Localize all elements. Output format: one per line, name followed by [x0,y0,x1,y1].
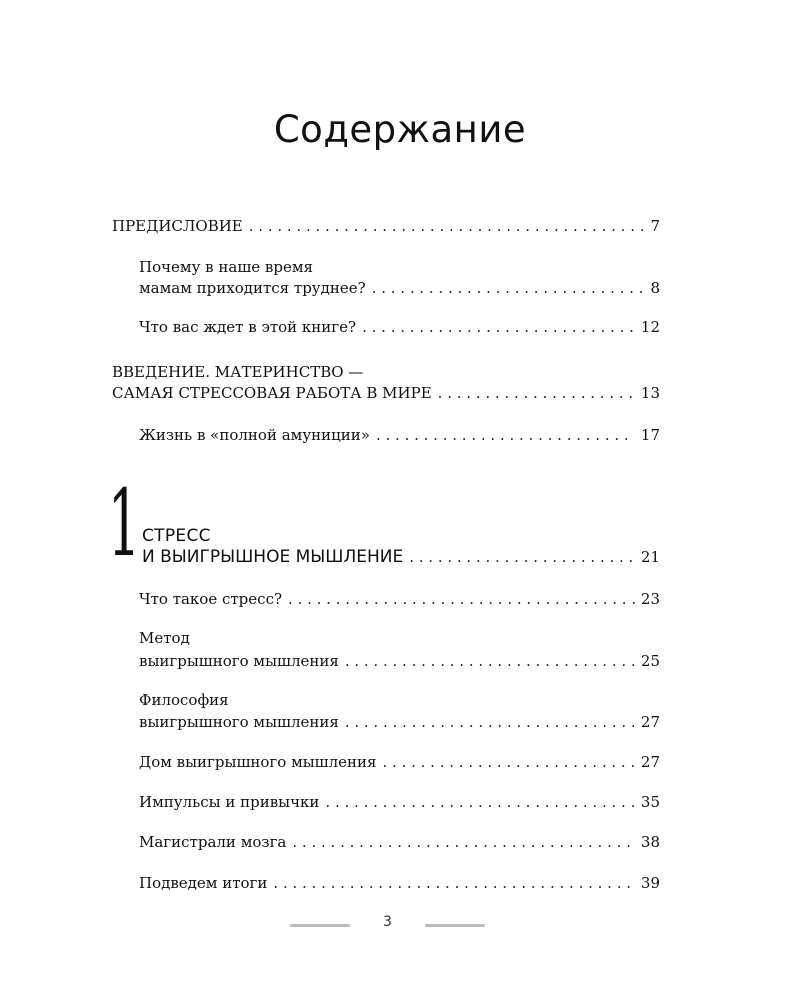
toc-entry-chapter-item [139,833,660,851]
chapter-title-line: И ВЫИГРЫШНОЕ МЫШЛЕНИЕ [142,547,404,567]
toc-page-number: 13 [640,384,660,402]
dot-leader [372,279,645,297]
toc-entry-label: выигрышного мышления [139,713,339,731]
toc-entry-line: Метод [139,629,190,647]
toc-entry-chapter-item [139,590,660,608]
toc-page-number: 27 [640,753,660,771]
toc-entry-chapter-item [139,652,660,670]
toc-page-number: 21 [640,548,660,566]
toc-page-number: 17 [640,426,660,444]
dot-leader [325,793,634,811]
toc-entry-label: Что вас ждет в этой книге? [139,318,357,336]
toc-entry-line: Почему в наше время [139,258,313,276]
dot-leader [383,753,635,771]
dot-leader [438,384,635,402]
dot-leader [345,713,635,731]
toc-entry-why-harder [139,279,660,297]
toc-entry-chapter-item [139,874,660,892]
toc-page-number: 8 [650,279,660,297]
toc-entry-label: Магистрали мозга [139,833,287,851]
toc-entry-label: выигрышного мышления [139,652,339,670]
toc-entry-label: Что такое стресс? [139,590,283,608]
toc-entry-chapter-1 [142,547,660,567]
toc-entry-chapter-item [139,713,660,731]
toc-entry-label: Жизнь в «полной амуниции» [139,426,370,444]
toc-entry-preface [112,217,660,235]
toc-entry-label: мамам приходится труднее? [139,279,366,297]
page-footer [0,914,800,938]
toc-entry-line: Философия [139,691,229,709]
toc-entry-label: Подведем итоги [139,874,268,892]
toc-entry-full-gear [139,426,660,444]
footer-ornament [425,924,485,927]
toc-entry-chapter-item [139,753,660,771]
chapter-number: 1 [108,470,141,577]
toc-page-number: 38 [640,833,660,851]
toc-entry-label: Дом выигрышного мышления [139,753,377,771]
toc-entry-line: ВВЕДЕНИЕ. МАТЕРИНСТВО — [112,363,364,381]
toc-page-number: 39 [640,874,660,892]
toc-page-number: 12 [640,318,660,336]
chapter-title-line: СТРЕСС [142,526,211,546]
dot-leader [273,874,635,892]
dot-leader [362,318,635,336]
toc-page-number: 27 [640,713,660,731]
toc-entry-what-awaits [139,318,660,336]
toc-page-number: 23 [640,590,660,608]
toc-page-number: 35 [640,793,660,811]
page-title: Содержание [273,108,527,151]
page-number: 3 [383,914,392,930]
toc-entry-label: САМАЯ СТРЕССОВАЯ РАБОТА В МИРЕ [112,384,432,402]
dot-leader [288,590,635,608]
toc-entry-label: Импульсы и привычки [139,793,320,811]
toc-entry-label: ПРЕДИСЛОВИЕ [112,217,243,235]
dot-leader [249,217,645,235]
dot-leader [292,833,635,851]
dot-leader [409,548,635,566]
toc-entry-chapter-item [139,793,660,811]
toc-entry-intro [112,384,660,402]
toc-page-number: 25 [640,652,660,670]
dot-leader [376,426,635,444]
dot-leader [345,652,635,670]
toc-page-number: 7 [650,217,660,235]
